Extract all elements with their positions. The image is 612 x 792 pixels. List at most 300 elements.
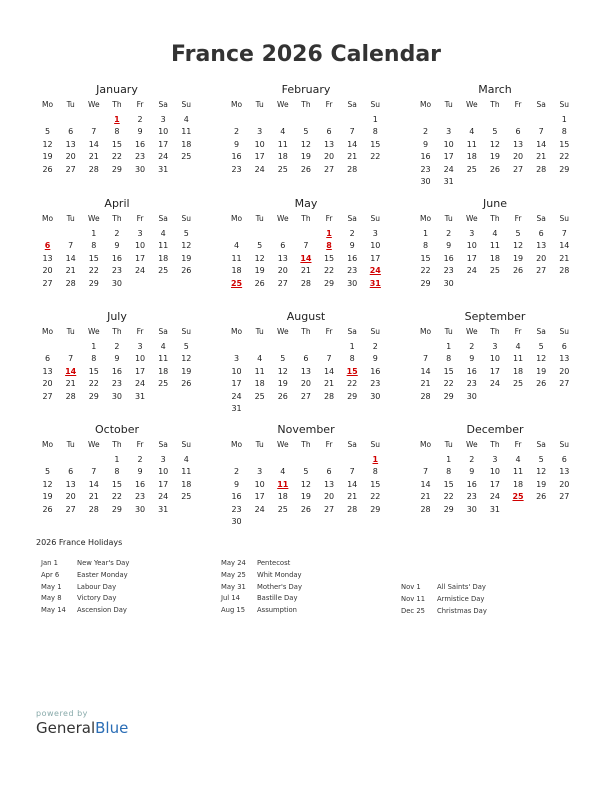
day-number: 14 [88,479,99,489]
day-number: 16 [134,479,146,489]
day-number: 28 [559,266,570,275]
day-number: 19 [42,152,53,161]
day-number: 6 [45,354,51,363]
empty-day-cell [414,454,437,467]
week-row [225,151,387,164]
day-cell [152,240,175,253]
weekday-label: Sa [158,214,168,223]
day-number: 21 [536,152,547,161]
week-row [36,491,198,504]
weekday-header-row [225,213,387,226]
weekday-header-row [414,99,576,112]
day-cell [129,139,152,152]
day-number: 18 [254,379,265,388]
day-number: 14 [420,479,431,489]
weekday-label: Mo [420,214,432,223]
day-number: 2 [446,228,452,238]
day-cell [248,126,271,139]
weekday-label: We [277,214,289,223]
day-cell [59,253,82,266]
day-cell [530,454,553,467]
weekday-header-row [414,439,576,452]
weekday-label: Sa [536,214,546,223]
month-october [36,423,198,516]
day-number: 7 [303,241,309,250]
week-row [36,151,198,164]
weekday-label: Fr [514,327,522,336]
day-number: 26 [300,164,312,174]
day-cell [460,466,483,479]
holiday-item [221,605,391,617]
day-number: 22 [370,152,381,161]
day-number: 7 [68,241,74,250]
day-number: 26 [181,379,192,388]
day-cell [225,265,248,278]
weekday-label: Tu [255,327,264,336]
day-cell [152,126,175,139]
day-cell [294,139,317,152]
day-cell [460,151,483,164]
day-cell [175,341,198,354]
day-cell [553,228,576,241]
day-cell [530,491,553,504]
day-cell [225,353,248,366]
weekday-label: Sa [158,100,168,109]
week-row [414,278,576,291]
empty-day-cell [414,114,437,127]
day-cell [507,479,530,492]
day-cell [225,491,248,504]
weekday-label: Tu [444,100,453,109]
day-cell [175,466,198,479]
day-cell [225,504,248,517]
day-number: 11 [254,366,265,376]
weekday-label: Su [181,440,192,449]
day-number: 31 [489,504,501,514]
day-number: 30 [443,278,454,288]
day-number: 30 [111,391,123,401]
week-row [225,454,387,467]
day-number: 17 [231,379,242,388]
day-number: 17 [158,479,169,489]
weekday-label: Mo [42,440,54,449]
day-number: 22 [111,152,123,161]
empty-day-cell [318,454,341,467]
day-number: 26 [536,492,547,501]
day-number: 20 [300,379,312,388]
day-number: 15 [370,479,381,489]
weekday-label: Sa [347,214,357,223]
day-number: 2 [137,114,143,124]
day-cell [82,228,105,241]
week-row [36,466,198,479]
day-number: 9 [114,354,120,363]
day-cell [175,253,198,266]
day-number: 21 [88,492,99,501]
day-cell [248,378,271,391]
day-number: 14 [323,366,335,376]
day-cell [553,491,576,504]
day-cell [318,240,341,253]
day-number: 31 [134,391,146,401]
holiday-name: Mother's Day [257,582,302,591]
day-cell [129,378,152,391]
day-number: 15 [88,366,99,376]
day-cell [175,228,198,241]
day-cell [437,253,460,266]
day-number: 29 [111,164,123,174]
day-cell [271,479,294,492]
day-number: 28 [420,391,431,401]
day-number: 28 [347,504,358,514]
day-cell [483,151,506,164]
day-cell [82,504,105,517]
day-cell [129,479,152,492]
day-cell [553,466,576,479]
day-cell [248,265,271,278]
day-cell [553,454,576,467]
day-number: 29 [443,504,454,514]
day-cell [507,378,530,391]
weekday-label: Sa [536,440,546,449]
day-number: 3 [492,341,498,351]
holiday-date: Dec 25 [401,606,425,615]
day-cell [530,253,553,266]
weekday-label: Su [370,214,381,223]
day-cell [318,151,341,164]
holiday-item [401,582,571,594]
day-number: 16 [466,366,477,376]
weekday-header-row [36,99,198,112]
empty-day-cell [59,114,82,127]
weekday-header-row [225,326,387,339]
day-cell [364,151,387,164]
day-number: 25 [512,379,524,388]
day-number: 22 [347,379,358,388]
week-row [414,151,576,164]
day-cell [318,228,341,241]
day-cell [341,466,364,479]
day-cell [152,253,175,266]
day-number: 24 [231,391,242,401]
week-row [225,491,387,504]
day-cell [59,479,82,492]
day-number: 26 [42,164,53,174]
week-row [36,265,198,278]
holiday-day: 11 [277,479,289,489]
day-number: 12 [300,479,312,489]
day-number: 19 [512,253,524,263]
day-cell [129,126,152,139]
day-cell [414,265,437,278]
day-number: 3 [372,228,378,238]
day-cell [59,504,82,517]
day-cell [507,466,530,479]
month-may [225,197,387,290]
day-number: 25 [489,266,501,275]
weekday-label: Fr [136,440,144,449]
holiday-name: All Saints' Day [437,583,486,591]
day-cell [294,479,317,492]
holiday-date: May 24 [221,559,246,567]
day-cell [152,151,175,164]
week-row [414,240,576,253]
day-cell [414,176,437,189]
day-cell [225,151,248,164]
weekday-label: Mo [42,327,54,336]
day-cell [36,353,59,366]
day-cell [460,479,483,492]
day-cell [152,341,175,354]
day-cell [414,391,437,404]
day-cell [271,491,294,504]
day-cell [271,253,294,266]
day-number: 5 [515,228,521,238]
day-number: 11 [158,241,169,250]
day-cell [82,265,105,278]
day-cell [59,139,82,152]
day-cell [225,278,248,291]
holiday-item [221,582,391,594]
day-number: 14 [420,366,431,376]
day-number: 31 [158,504,169,514]
day-cell [460,504,483,517]
day-number: 27 [559,379,570,388]
holiday-name: Pentecost [257,559,291,567]
day-cell [437,341,460,354]
day-number: 6 [326,127,332,136]
weekday-label: Fr [325,327,333,336]
day-number: 3 [160,454,166,464]
empty-day-cell [59,454,82,467]
weekday-label: Su [559,440,570,449]
weekday-label: We [466,327,478,336]
weekday-label: Sa [158,327,168,336]
weekday-header-row [414,326,576,339]
day-cell [341,265,364,278]
day-cell [553,126,576,139]
day-number: 20 [323,152,335,161]
holiday-name: Assumption [257,606,297,615]
day-cell [414,228,437,241]
day-cell [59,353,82,366]
week-row [414,378,576,391]
day-number: 9 [234,479,240,489]
day-number: 30 [420,177,431,186]
day-number: 22 [443,492,454,501]
powered-by-label: powered by [36,709,88,718]
weekday-label: We [466,214,478,223]
day-cell [129,151,152,164]
day-cell [105,126,128,139]
day-number: 26 [254,278,265,288]
day-number: 27 [512,164,524,174]
day-number: 18 [158,253,169,263]
holiday-date: Jul 14 [221,594,241,603]
week-row [225,353,387,366]
day-number: 4 [160,341,166,351]
day-cell [152,504,175,517]
weekday-label: Tu [255,440,264,449]
day-cell [318,504,341,517]
day-cell [364,466,387,479]
day-cell [341,126,364,139]
brand-logo [36,709,128,737]
day-cell [82,253,105,266]
week-row [414,391,576,404]
day-cell [437,139,460,152]
day-cell [341,391,364,404]
day-number: 13 [536,241,547,250]
day-cell [129,265,152,278]
month-name: July [107,310,127,323]
day-cell [59,126,82,139]
week-row [414,265,576,278]
day-cell [530,139,553,152]
day-number: 12 [42,479,53,489]
day-number: 16 [231,492,242,501]
day-number: 10 [134,241,146,250]
day-cell [36,366,59,379]
day-cell [152,139,175,152]
day-cell [294,391,317,404]
month-name: May [294,197,318,210]
day-cell [318,126,341,139]
day-number: 25 [254,391,265,401]
day-number: 3 [492,454,498,464]
empty-day-cell [225,114,248,127]
weekday-header-row [414,213,576,226]
day-cell [507,366,530,379]
day-number: 20 [65,152,76,161]
day-cell [483,366,506,379]
day-number: 8 [561,127,567,136]
day-number: 3 [137,341,143,351]
holiday-day: 15 [346,366,358,376]
day-number: 26 [512,266,524,275]
day-number: 23 [466,379,477,388]
day-number: 5 [303,467,309,476]
day-number: 1 [91,228,97,238]
day-number: 10 [134,354,146,363]
day-cell [341,228,364,241]
day-cell [129,454,152,467]
day-number: 21 [65,379,76,388]
day-number: 4 [234,241,240,250]
empty-day-cell [318,341,341,354]
day-cell [318,466,341,479]
day-number: 13 [323,479,335,489]
day-number: 28 [88,164,99,174]
day-cell [437,391,460,404]
week-row [225,240,387,253]
day-cell [437,366,460,379]
day-number: 27 [323,164,335,174]
day-number: 25 [158,266,169,275]
day-cell [105,366,128,379]
empty-day-cell [225,228,248,241]
day-cell [248,366,271,379]
day-number: 14 [65,253,76,263]
day-number: 17 [254,152,265,161]
week-row [414,491,576,504]
day-cell [129,240,152,253]
month-june [414,197,576,290]
day-cell [59,151,82,164]
day-number: 27 [42,278,53,288]
day-cell [152,366,175,379]
day-cell [364,126,387,139]
day-cell [175,114,198,127]
day-cell [248,491,271,504]
day-number: 9 [137,127,143,136]
day-number: 13 [42,253,53,263]
empty-day-cell [294,341,317,354]
day-cell [129,391,152,404]
week-row [225,479,387,492]
weekday-label: Su [559,100,570,109]
day-cell [175,139,198,152]
holiday-day: 1 [326,228,332,238]
weekday-label: Mo [231,440,243,449]
day-cell [248,151,271,164]
day-cell [341,164,364,177]
day-cell [364,353,387,366]
day-cell [129,353,152,366]
day-number: 20 [42,266,53,275]
day-number: 17 [489,479,501,489]
day-cell [553,366,576,379]
day-cell [225,378,248,391]
day-cell [36,139,59,152]
week-row [36,114,198,127]
holiday-item [221,593,391,605]
day-cell [36,278,59,291]
day-cell [129,253,152,266]
day-cell [294,126,317,139]
empty-day-cell [59,341,82,354]
weekday-label: Mo [420,440,432,449]
holiday-item [41,593,211,605]
weekday-label: Fr [514,214,522,223]
day-cell [294,240,317,253]
month-july [36,310,198,403]
day-number: 2 [234,467,240,476]
day-cell [105,504,128,517]
day-cell [271,164,294,177]
day-number: 27 [323,504,335,514]
day-number: 26 [277,391,288,401]
day-number: 23 [134,492,146,501]
weekday-label: Th [490,327,500,336]
empty-day-cell [437,114,460,127]
day-number: 30 [134,164,146,174]
day-cell [225,391,248,404]
weekday-label: Mo [42,100,54,109]
day-number: 25 [158,379,169,388]
day-cell [364,265,387,278]
day-cell [437,504,460,517]
day-number: 15 [88,253,99,263]
week-row [225,265,387,278]
day-cell [414,366,437,379]
day-cell [105,341,128,354]
day-number: 12 [489,139,501,149]
day-number: 16 [466,479,477,489]
day-number: 29 [347,391,358,401]
day-number: 24 [443,164,454,174]
day-number: 8 [349,354,355,363]
